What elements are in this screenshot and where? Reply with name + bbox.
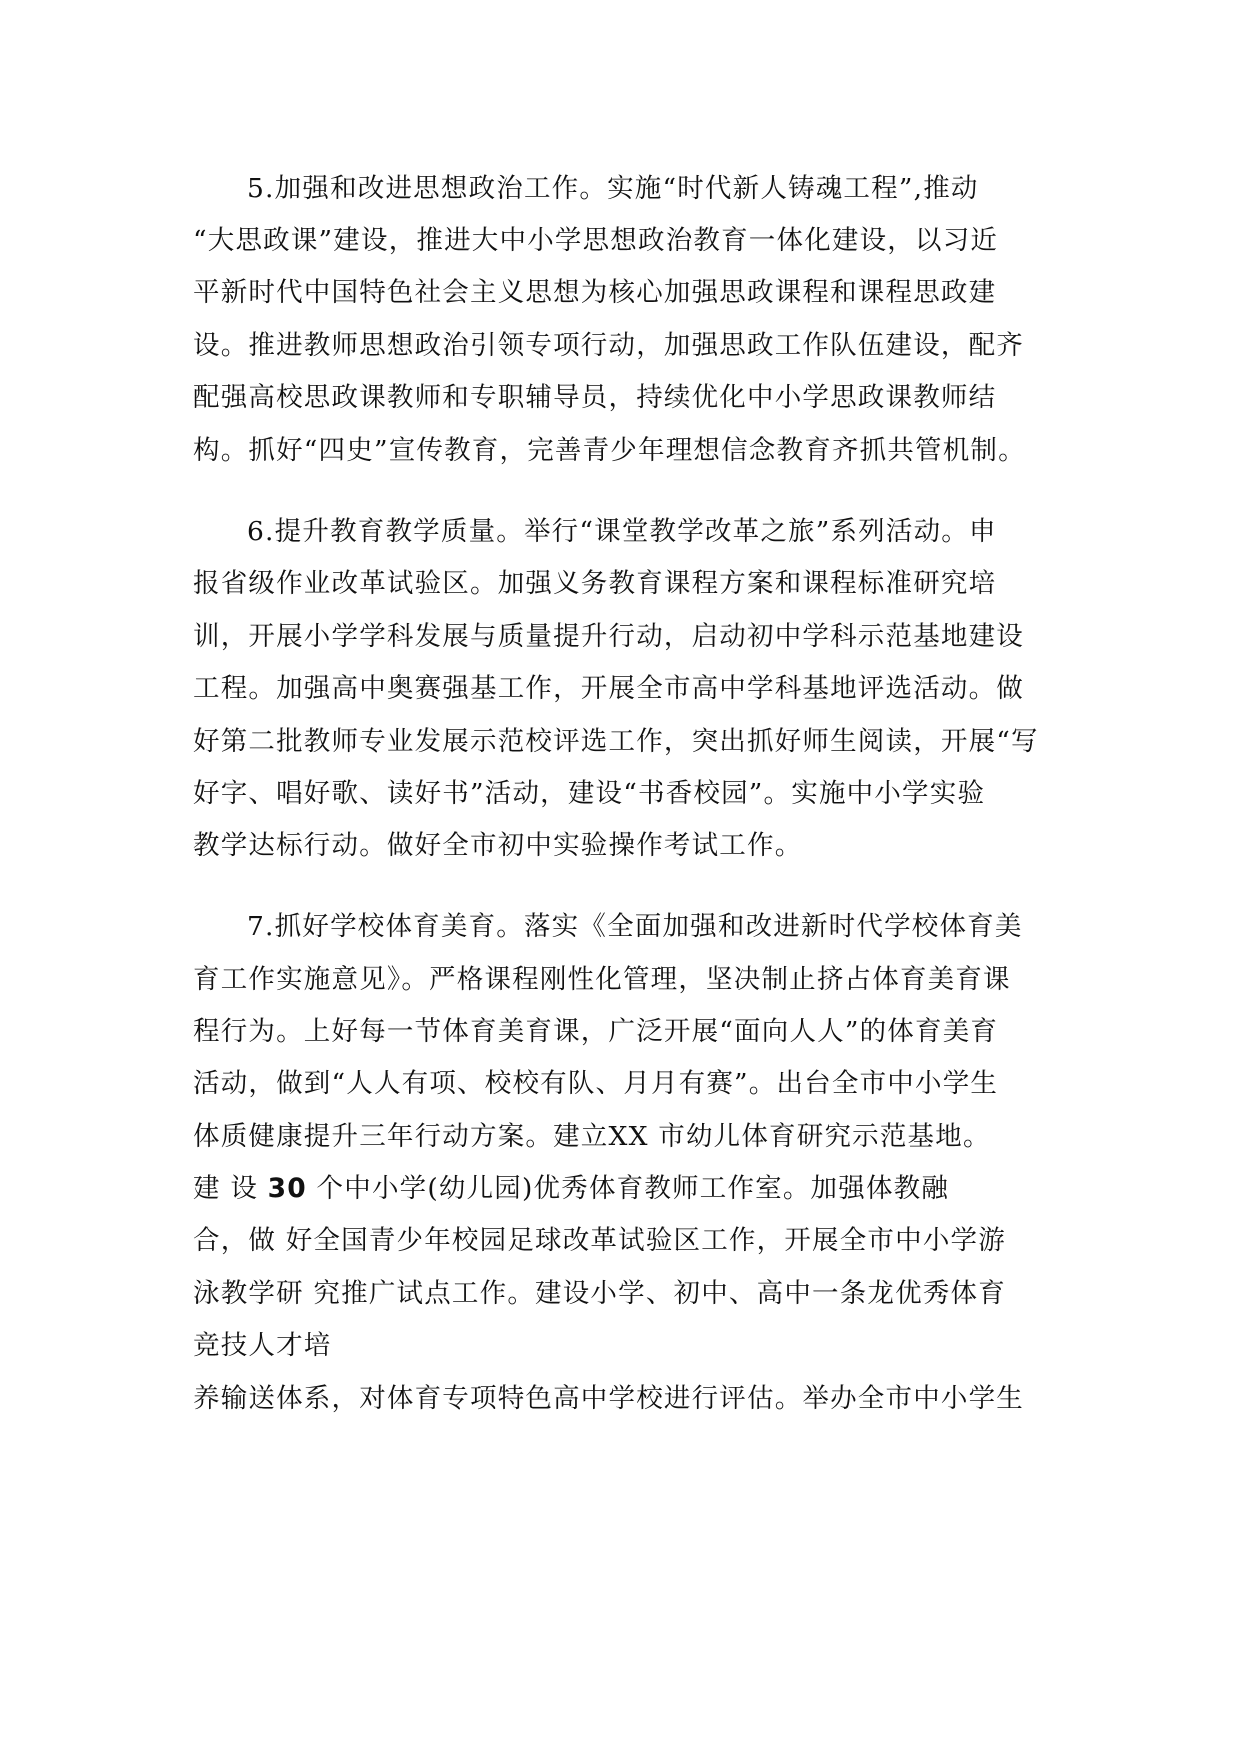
paragraph-7-line-8: 泳教学研 究推广试点工作。建设小学、初中、高中一条龙优秀体育 xyxy=(193,1278,1006,1309)
paragraph-5-line-5: 配强高校思政课教师和专职辅导员，持续优化中小学思政课教师结 xyxy=(193,382,997,413)
paragraph-7-line-3: 程行为。上好每一节体育美育课，广泛开展“面向人人”的体育美育 xyxy=(193,1016,999,1047)
paragraph-7-line-2: 育工作实施意见》。严格课程刚性化管理，坚决制止挤占体育美育课 xyxy=(193,964,1011,995)
paragraph-5-line-4: 设。推进教师思想政治引领专项行动，加强思政工作队伍建设，配齐 xyxy=(193,330,1024,361)
paragraph-6-line-7: 教学达标行动。做好全市初中实验操作考试工作。 xyxy=(193,830,803,861)
line-6-number: 30 xyxy=(267,1173,307,1204)
paragraph-5-line-3: 平新时代中国特色社会主义思想为核心加强思政课程和课程思政建 xyxy=(193,277,997,308)
paragraph-5-line-1: 5.加强和改进思想政治工作。实施“时代新人铸魂工程”,推动 xyxy=(247,173,979,204)
paragraph-7-line-6 xyxy=(193,1172,949,1206)
paragraph-7-line-10: 养输送体系，对体育专项特色高中学校进行评估。举办全市中小学生 xyxy=(193,1383,1024,1414)
paragraph-6-line-2: 报省级作业改革试验区。加强义务教育课程方案和课程标准研究培 xyxy=(193,568,997,599)
paragraph-6-line-4: 工程。加强高中奥赛强基工作，开展全市高中学科基地评选活动。做 xyxy=(193,673,1024,704)
line-6-suffix: 个中小学(幼儿园)优秀体育教师工作室。加强体教融 xyxy=(306,1173,950,1204)
paragraph-5-line-2: “大思政课”建设，推进大中小学思想政治教育一体化建设，以习近 xyxy=(193,225,999,256)
paragraph-7-line-4: 活动，做到“人人有项、校校有队、月月有赛”。出台全市中小学生 xyxy=(193,1068,999,1099)
paragraph-7-line-1: 7.抓好学校体育美育。落实《全面加强和改进新时代学校体育美 xyxy=(247,911,1023,942)
paragraph-5-line-6: 构。抓好“四史”宣传教育，完善青少年理想信念教育齐抓共管机制。 xyxy=(193,435,1026,466)
paragraph-6-line-6: 好字、唱好歌、读好书”活动，建设“书香校园”。实施中小学实验 xyxy=(193,778,986,809)
line-6-prefix: 建 设 xyxy=(193,1173,268,1204)
paragraph-6-line-3: 训，开展小学学科发展与质量提升行动，启动初中学科示范基地建设 xyxy=(193,621,1024,652)
paragraph-7-line-5: 体质健康提升三年行动方案。建立XX 市幼儿体育研究示范基地。 xyxy=(193,1121,991,1152)
paragraph-7-line-9: 竞技人才培 xyxy=(193,1330,332,1361)
paragraph-6-line-5: 好第二批教师专业发展示范校评选工作，突出抓好师生阅读，开展“写 xyxy=(193,726,1039,757)
paragraph-7-line-7: 合，做 好全国青少年校园足球改革试验区工作，开展全市中小学游 xyxy=(193,1225,1006,1256)
paragraph-6-line-1: 6.提升教育教学质量。举行“课堂教学改革之旅”系列活动。申 xyxy=(247,516,997,547)
